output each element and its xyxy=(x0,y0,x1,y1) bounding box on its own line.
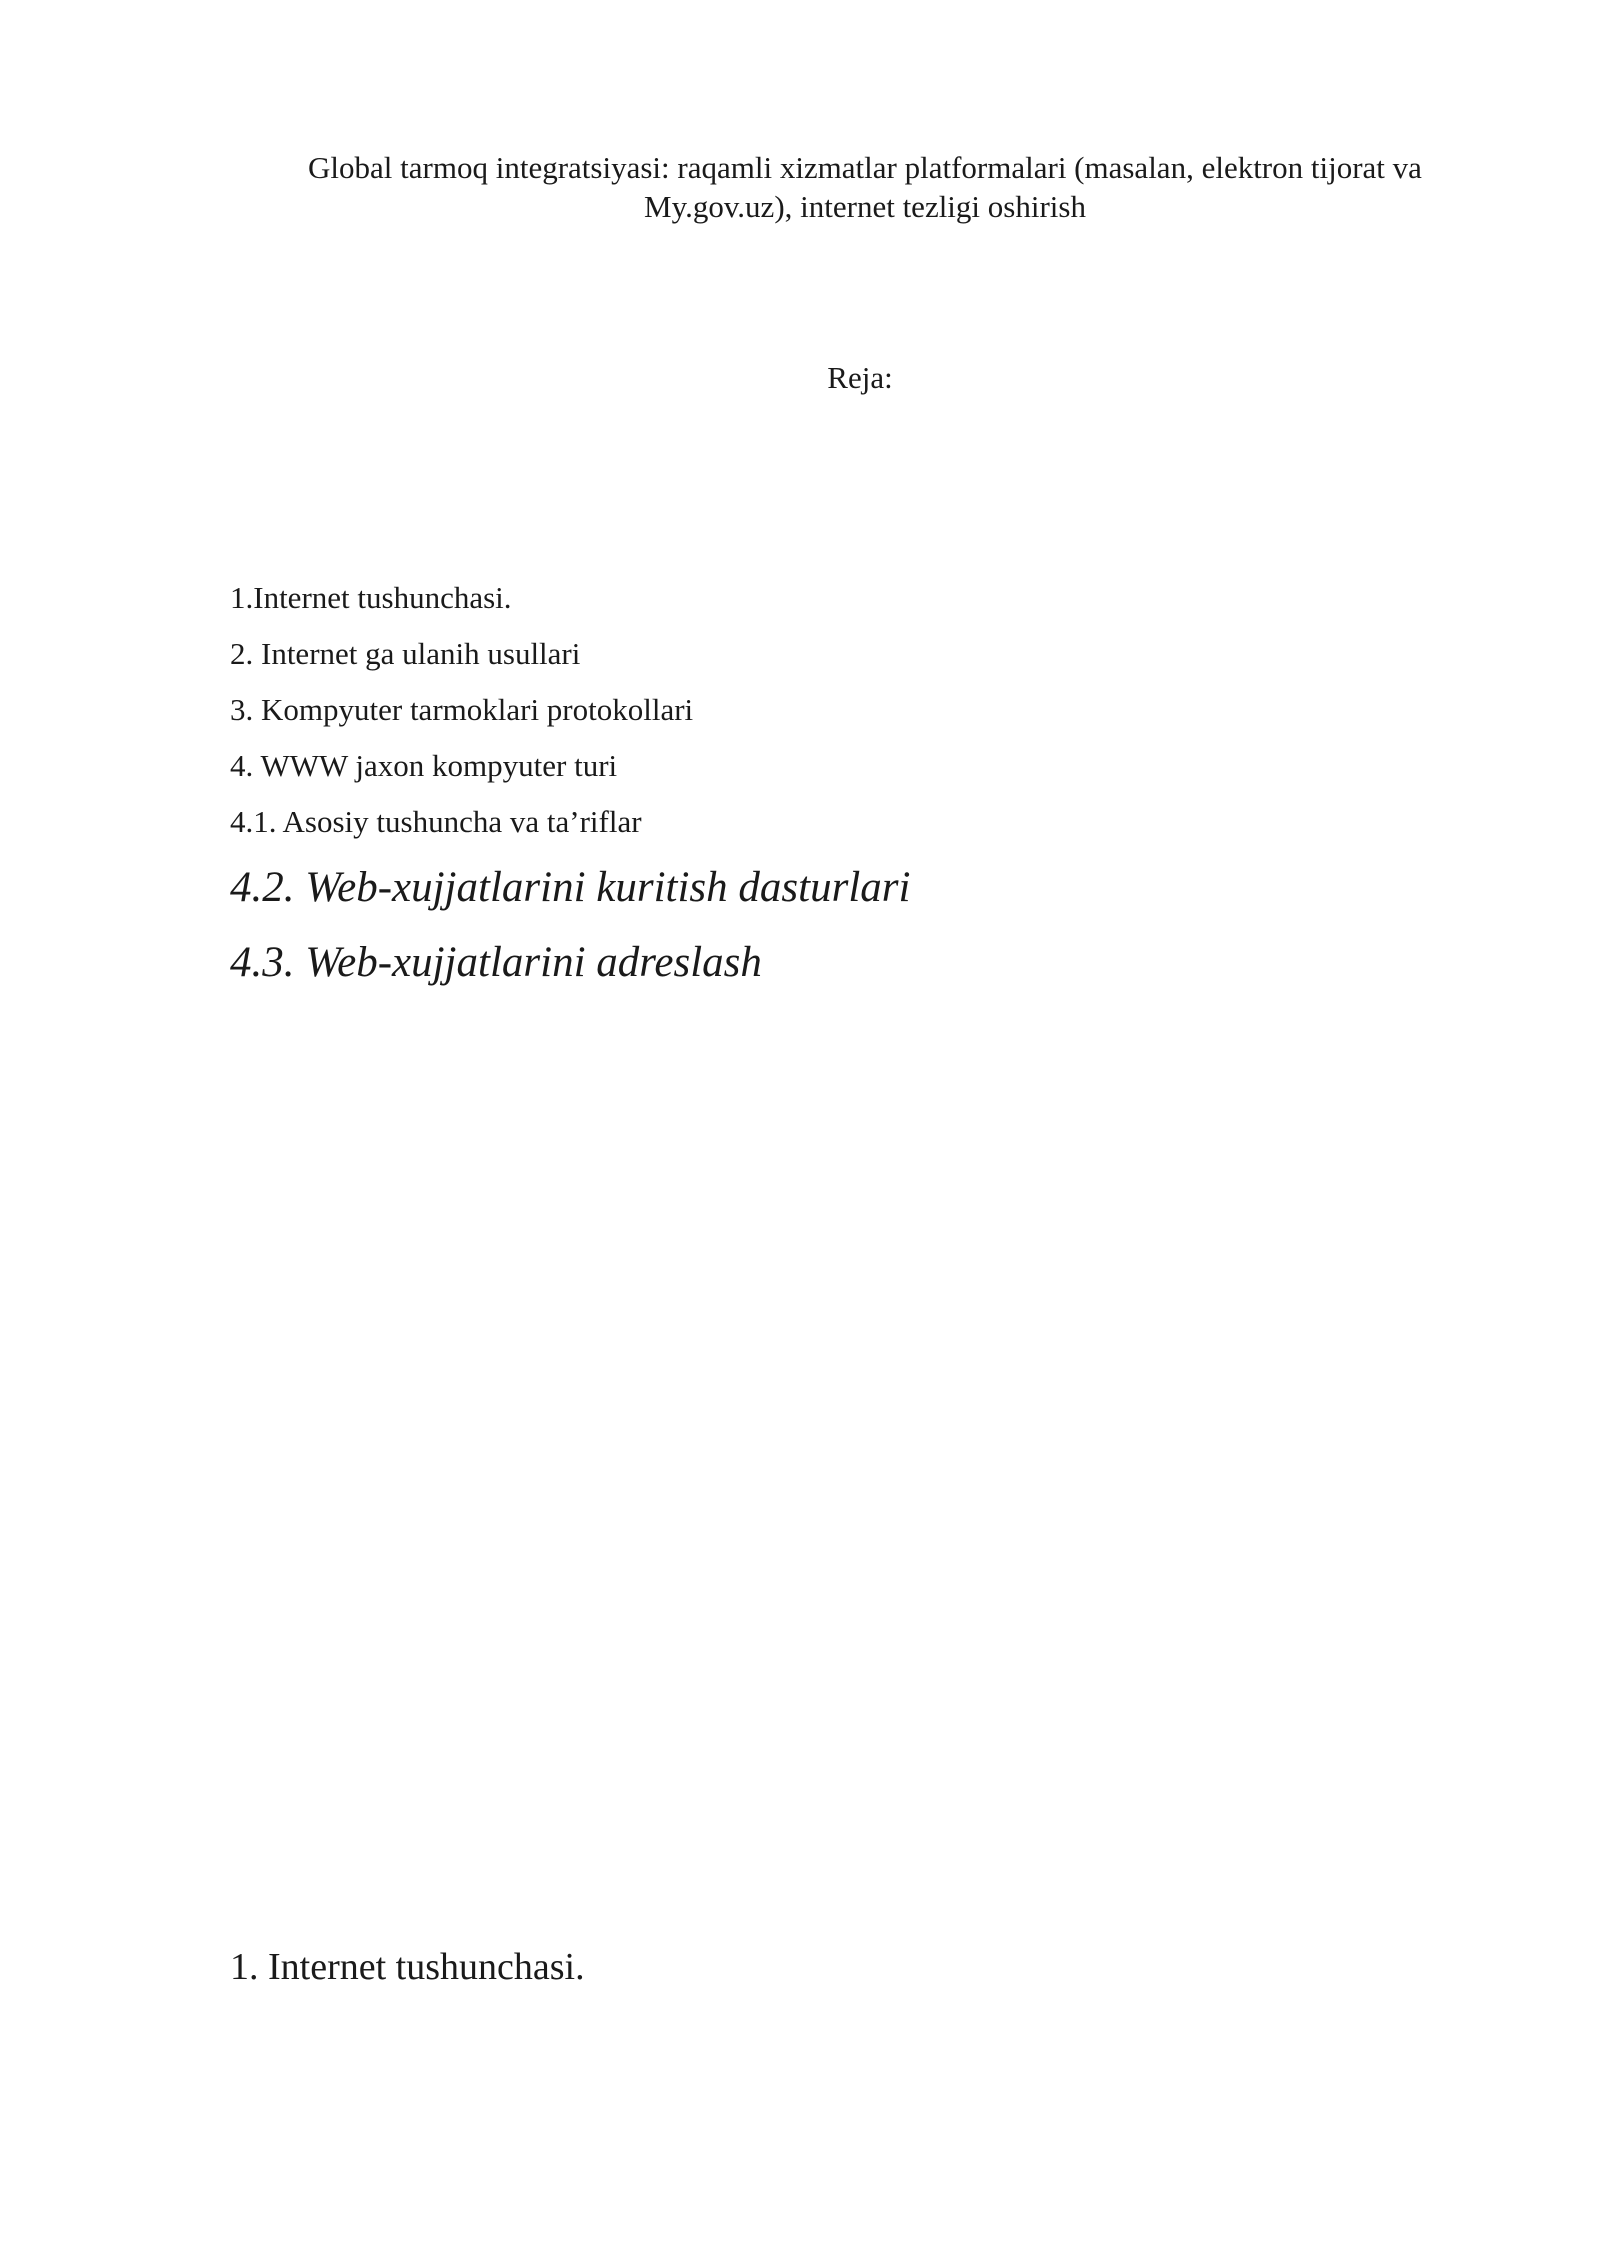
section-heading: 1. Internet tushunchasi. xyxy=(230,1946,585,1988)
plan-item-4-2: 4.2. Web-xujjatlarini kuritish dasturlari xyxy=(230,864,911,911)
plan-item-2: 2. Internet ga ulanih usullari xyxy=(230,636,581,671)
plan-heading: Reja: xyxy=(827,360,893,395)
plan-item-3: 3. Kompyuter tarmoklari protokollari xyxy=(230,692,694,727)
plan-item-4-3: 4.3. Web-xujjatlarini adreslash xyxy=(230,939,762,986)
plan-list xyxy=(230,578,910,1008)
document-title: Global tarmoq integratsiyasi: raqamli xizmatlar platformalari (masalan, elektron tijorat va My.gov.uz), internet tezligi oshirish xyxy=(308,150,1422,224)
plan-item-1: 1.Internet tushunchasi. xyxy=(230,580,512,615)
plan-item-4: 4. WWW jaxon kompyuter turi xyxy=(230,748,618,783)
plan-item-4-1: 4.1. Asosiy tushuncha va ta’riflar xyxy=(230,804,642,839)
